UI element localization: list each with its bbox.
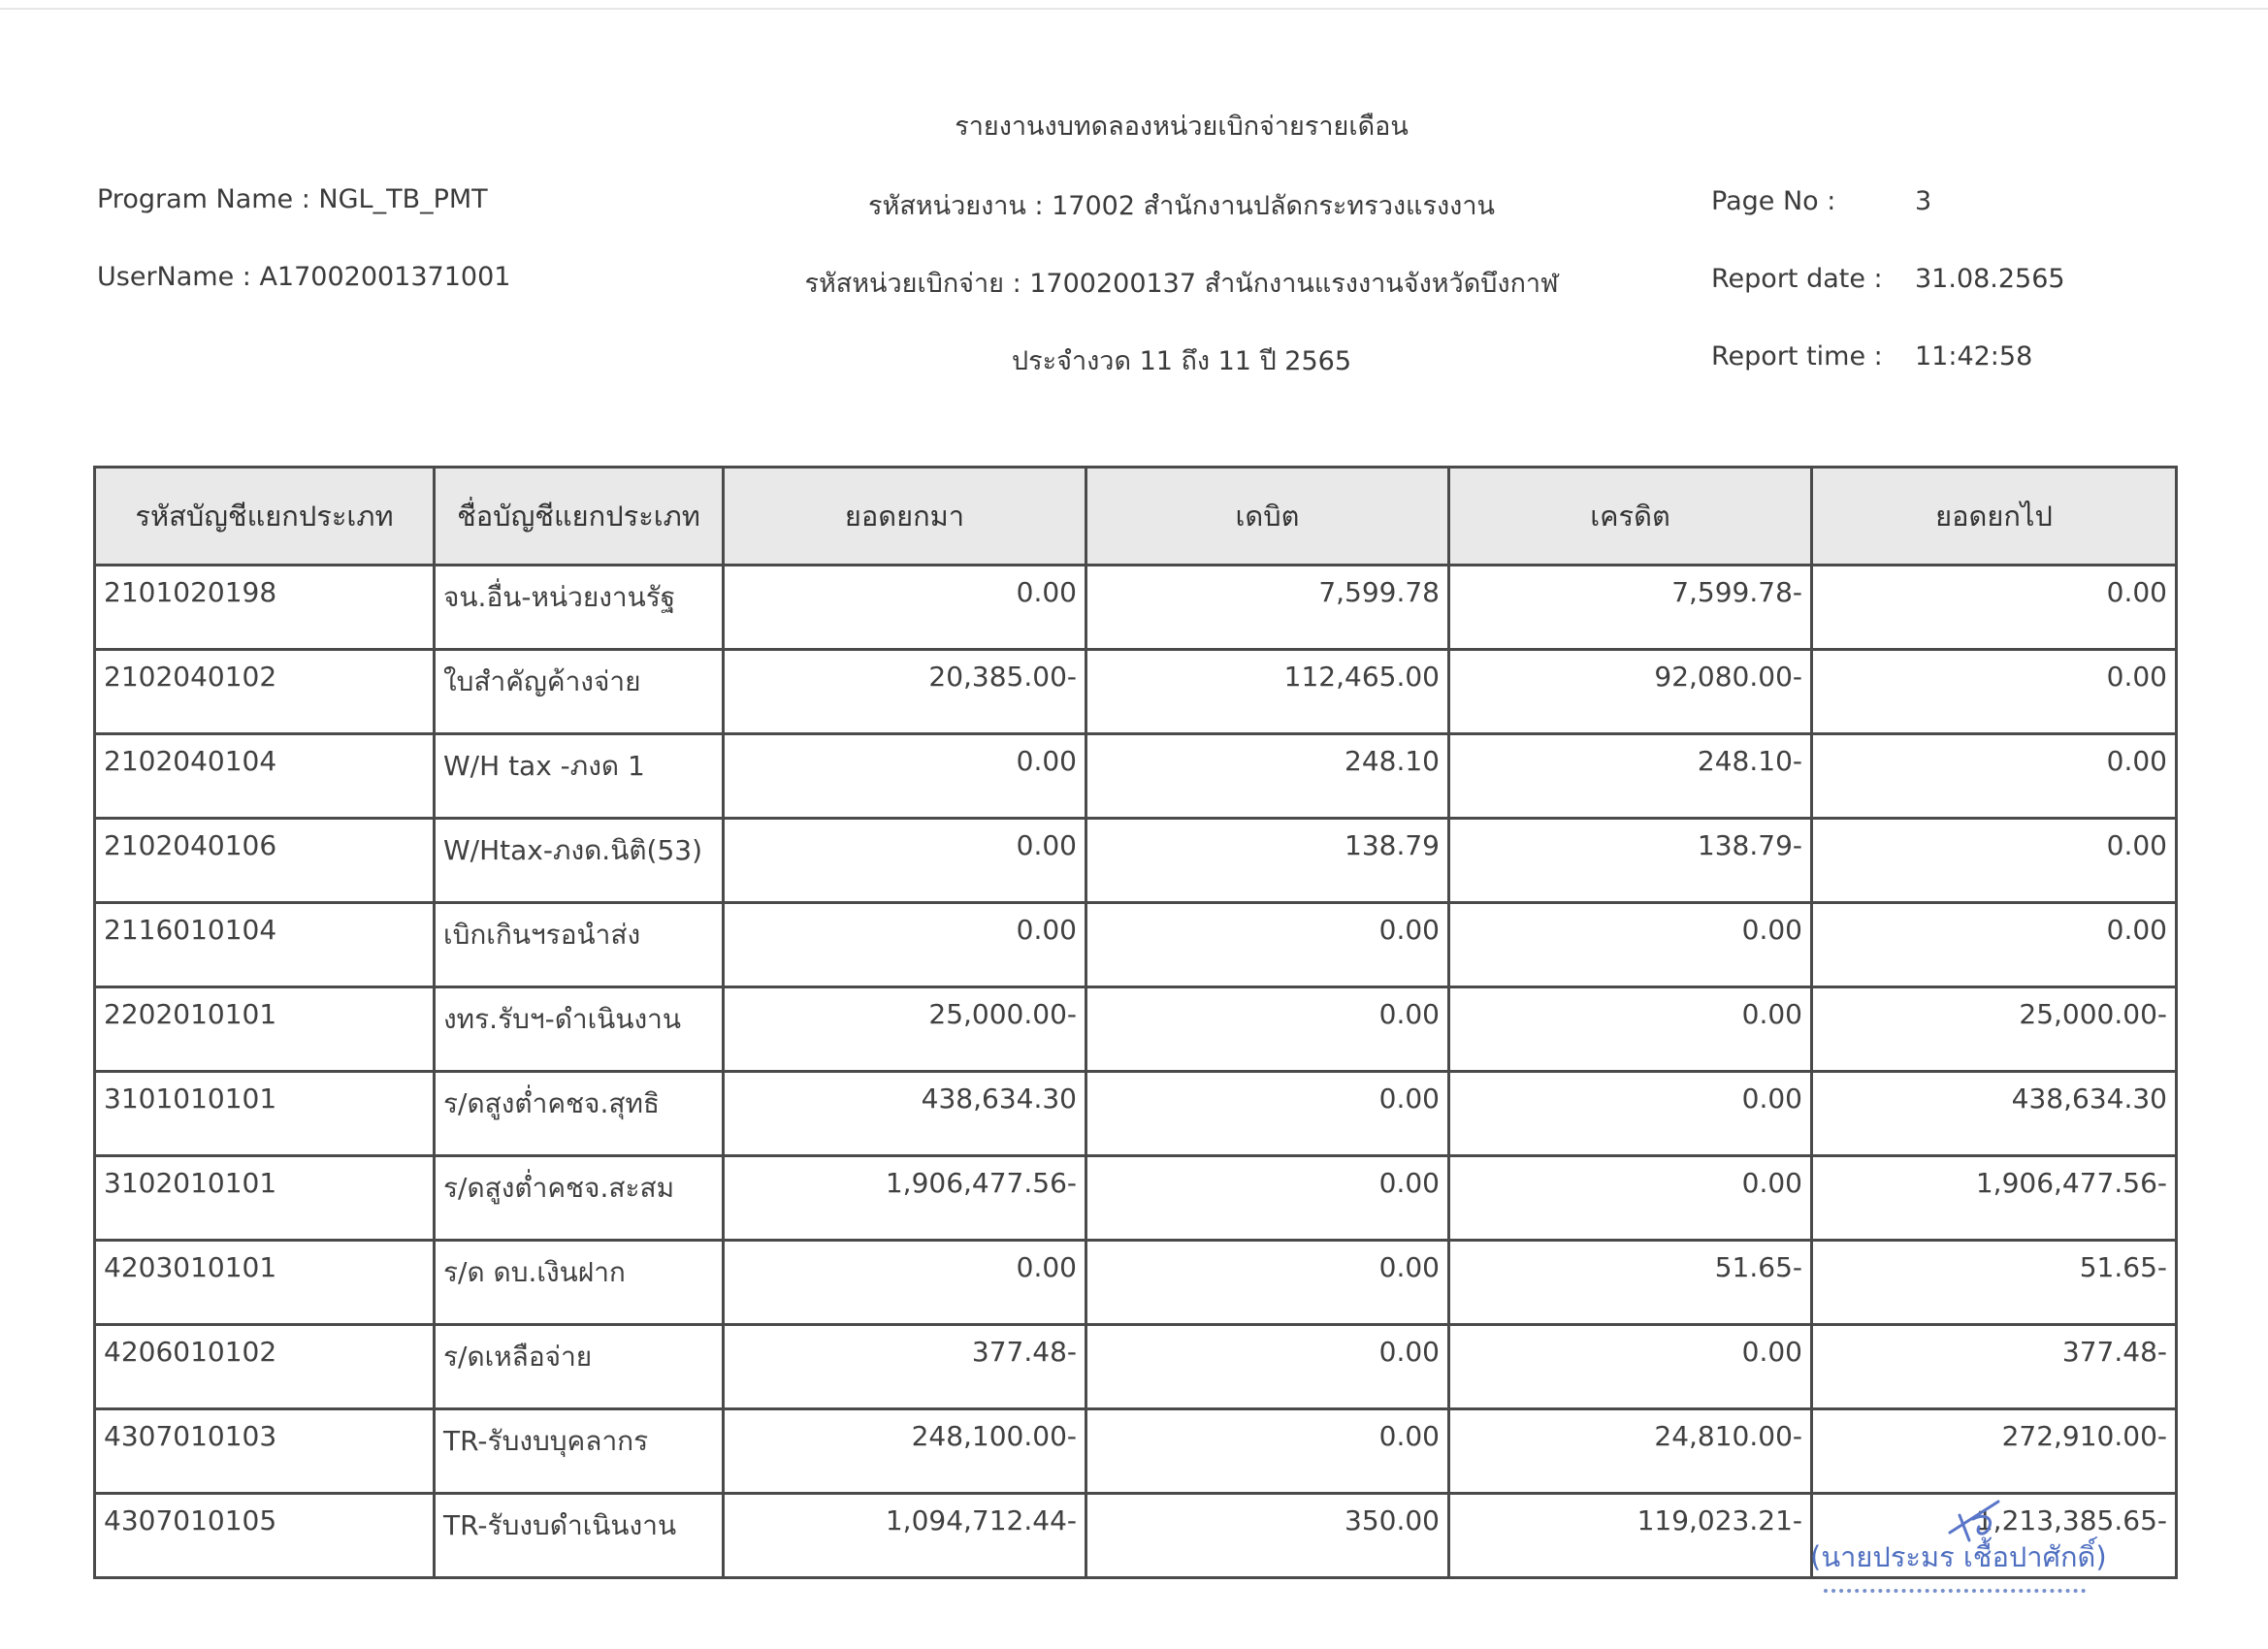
account-name: จน.อื่น-หน่วยงานรัฐ bbox=[435, 566, 724, 650]
debit: 0.00 bbox=[1086, 903, 1449, 987]
debit: 7,599.78 bbox=[1086, 566, 1449, 650]
table-row bbox=[95, 903, 2177, 987]
report-time-value: 11:42:58 bbox=[1915, 341, 2033, 372]
account-name: ร/ดเหลือจ่าย bbox=[435, 1325, 724, 1409]
opening-balance: 0.00 bbox=[724, 903, 1086, 987]
account-name: เบิกเกินฯรอนำส่ง bbox=[435, 903, 724, 987]
table-row bbox=[95, 734, 2177, 819]
table-row bbox=[95, 987, 2177, 1072]
debit: 112,465.00 bbox=[1086, 650, 1449, 734]
account-code: 2116010104 bbox=[95, 903, 435, 987]
opening-balance: 248,100.00- bbox=[724, 1409, 1086, 1494]
opening-balance: 438,634.30 bbox=[724, 1072, 1086, 1156]
closing-balance: 0.00 bbox=[1812, 650, 2177, 734]
account-code: 4307010103 bbox=[95, 1409, 435, 1494]
closing-balance: 0.00 bbox=[1812, 903, 2177, 987]
account-code: 2102040102 bbox=[95, 650, 435, 734]
opening-balance: 0.00 bbox=[724, 1241, 1086, 1325]
account-code: 2102040104 bbox=[95, 734, 435, 819]
account-name: W/H tax -ภงด 1 bbox=[435, 734, 724, 819]
credit: 0.00 bbox=[1449, 1156, 1812, 1241]
credit: 119,023.21- bbox=[1449, 1494, 1812, 1578]
account-name: งทร.รับฯ-ดำเนินงาน bbox=[435, 987, 724, 1072]
closing-balance: 25,000.00- bbox=[1812, 987, 2177, 1072]
account-code: 2202010101 bbox=[95, 987, 435, 1072]
account-code: 4206010102 bbox=[95, 1325, 435, 1409]
credit: 51.65- bbox=[1449, 1241, 1812, 1325]
credit: 24,810.00- bbox=[1449, 1409, 1812, 1494]
opening-balance: 0.00 bbox=[724, 734, 1086, 819]
account-name: TR-รับงบดำเนินงาน bbox=[435, 1494, 724, 1578]
account-code: 4203010101 bbox=[95, 1241, 435, 1325]
opening-balance: 25,000.00- bbox=[724, 987, 1086, 1072]
agency-line: รหัสหน่วยงาน : 17002 สำนักงานปลัดกระทรวงแรงงาน bbox=[868, 191, 1495, 221]
closing-balance: 377.48- bbox=[1812, 1325, 2177, 1409]
debit: 350.00 bbox=[1086, 1494, 1449, 1578]
debit: 0.00 bbox=[1086, 1409, 1449, 1494]
debit: 0.00 bbox=[1086, 1072, 1449, 1156]
signatory-name: (นายประมร เชื้อปาศักดิ์) bbox=[1810, 1540, 2107, 1573]
report-title: รายงานงบทดลองหน่วยเบิกจ่ายรายเดือน bbox=[955, 112, 1409, 142]
table-row bbox=[95, 819, 2177, 903]
account-name: ร/ดสูงต่ำคชจ.สุทธิ bbox=[435, 1072, 724, 1156]
closing-balance: 1,213,385.65- bbox=[1812, 1494, 2177, 1578]
report-time-label: Report time : bbox=[1711, 341, 1883, 372]
account-name: ร/ด ดบ.เงินฝาก bbox=[435, 1241, 724, 1325]
header-debit: เดบิต bbox=[1086, 468, 1449, 566]
table-row bbox=[95, 1072, 2177, 1156]
header-account-name: ชื่อบัญชีแยกประเภท bbox=[435, 468, 724, 566]
account-code: 2101020198 bbox=[95, 566, 435, 650]
credit: 0.00 bbox=[1449, 987, 1812, 1072]
table-row bbox=[95, 650, 2177, 734]
closing-balance: 0.00 bbox=[1812, 819, 2177, 903]
closing-balance: 51.65- bbox=[1812, 1241, 2177, 1325]
user-name: UserName : A17002001371001 bbox=[97, 262, 511, 292]
account-name: W/Htax-ภงด.นิติ(53) bbox=[435, 819, 724, 903]
account-code: 4307010105 bbox=[95, 1494, 435, 1578]
closing-balance: 272,910.00- bbox=[1812, 1409, 2177, 1494]
page-top-rule bbox=[0, 8, 2268, 10]
closing-balance: 0.00 bbox=[1812, 734, 2177, 819]
table-row bbox=[95, 1241, 2177, 1325]
credit: 0.00 bbox=[1449, 1072, 1812, 1156]
debit: 138.79 bbox=[1086, 819, 1449, 903]
debit: 0.00 bbox=[1086, 1156, 1449, 1241]
debit: 0.00 bbox=[1086, 1241, 1449, 1325]
debit: 248.10 bbox=[1086, 734, 1449, 819]
trial-balance-table bbox=[93, 466, 2178, 1579]
table-header-row bbox=[95, 468, 2177, 566]
header-opening-balance: ยอดยกมา bbox=[724, 468, 1086, 566]
credit: 7,599.78- bbox=[1449, 566, 1812, 650]
opening-balance: 1,906,477.56- bbox=[724, 1156, 1086, 1241]
period-line: ประจำงวด 11 ถึง 11 ปี 2565 bbox=[1011, 346, 1352, 376]
credit: 0.00 bbox=[1449, 903, 1812, 987]
opening-balance: 20,385.00- bbox=[724, 650, 1086, 734]
page-no-value: 3 bbox=[1915, 186, 1932, 216]
opening-balance: 1,094,712.44- bbox=[724, 1494, 1086, 1578]
credit: 0.00 bbox=[1449, 1325, 1812, 1409]
account-code: 2102040106 bbox=[95, 819, 435, 903]
account-code: 3102010101 bbox=[95, 1156, 435, 1241]
account-name: ร/ดสูงต่ำคชจ.สะสม bbox=[435, 1156, 724, 1241]
header-credit: เครดิต bbox=[1449, 468, 1812, 566]
header-account-code: รหัสบัญชีแยกประเภท bbox=[95, 468, 435, 566]
account-code: 3101010101 bbox=[95, 1072, 435, 1156]
opening-balance: 0.00 bbox=[724, 566, 1086, 650]
account-name: TR-รับงบบุคลากร bbox=[435, 1409, 724, 1494]
account-name: ใบสำคัญค้างจ่าย bbox=[435, 650, 724, 734]
credit: 92,080.00- bbox=[1449, 650, 1812, 734]
disbursement-unit-line: รหัสหน่วยเบิกจ่าย : 1700200137 สำนักงานแรงงานจังหวัดบึงกาฬ bbox=[804, 269, 1559, 299]
debit: 0.00 bbox=[1086, 1325, 1449, 1409]
table-row bbox=[95, 1156, 2177, 1241]
report-date-value: 31.08.2565 bbox=[1915, 264, 2065, 294]
table-row bbox=[95, 1325, 2177, 1409]
header-closing-balance: ยอดยกไป bbox=[1812, 468, 2177, 566]
report-date-label: Report date : bbox=[1711, 264, 1883, 294]
credit: 138.79- bbox=[1449, 819, 1812, 903]
program-name: Program Name : NGL_TB_PMT bbox=[97, 184, 488, 214]
table-row bbox=[95, 566, 2177, 650]
closing-balance: 1,906,477.56- bbox=[1812, 1156, 2177, 1241]
credit: 248.10- bbox=[1449, 734, 1812, 819]
opening-balance: 377.48- bbox=[724, 1325, 1086, 1409]
debit: 0.00 bbox=[1086, 987, 1449, 1072]
closing-balance: 438,634.30 bbox=[1812, 1072, 2177, 1156]
page-no-label: Page No : bbox=[1711, 186, 1836, 216]
opening-balance: 0.00 bbox=[724, 819, 1086, 903]
closing-balance: 0.00 bbox=[1812, 566, 2177, 650]
signature-line bbox=[1824, 1589, 2086, 1599]
table-row bbox=[95, 1409, 2177, 1494]
